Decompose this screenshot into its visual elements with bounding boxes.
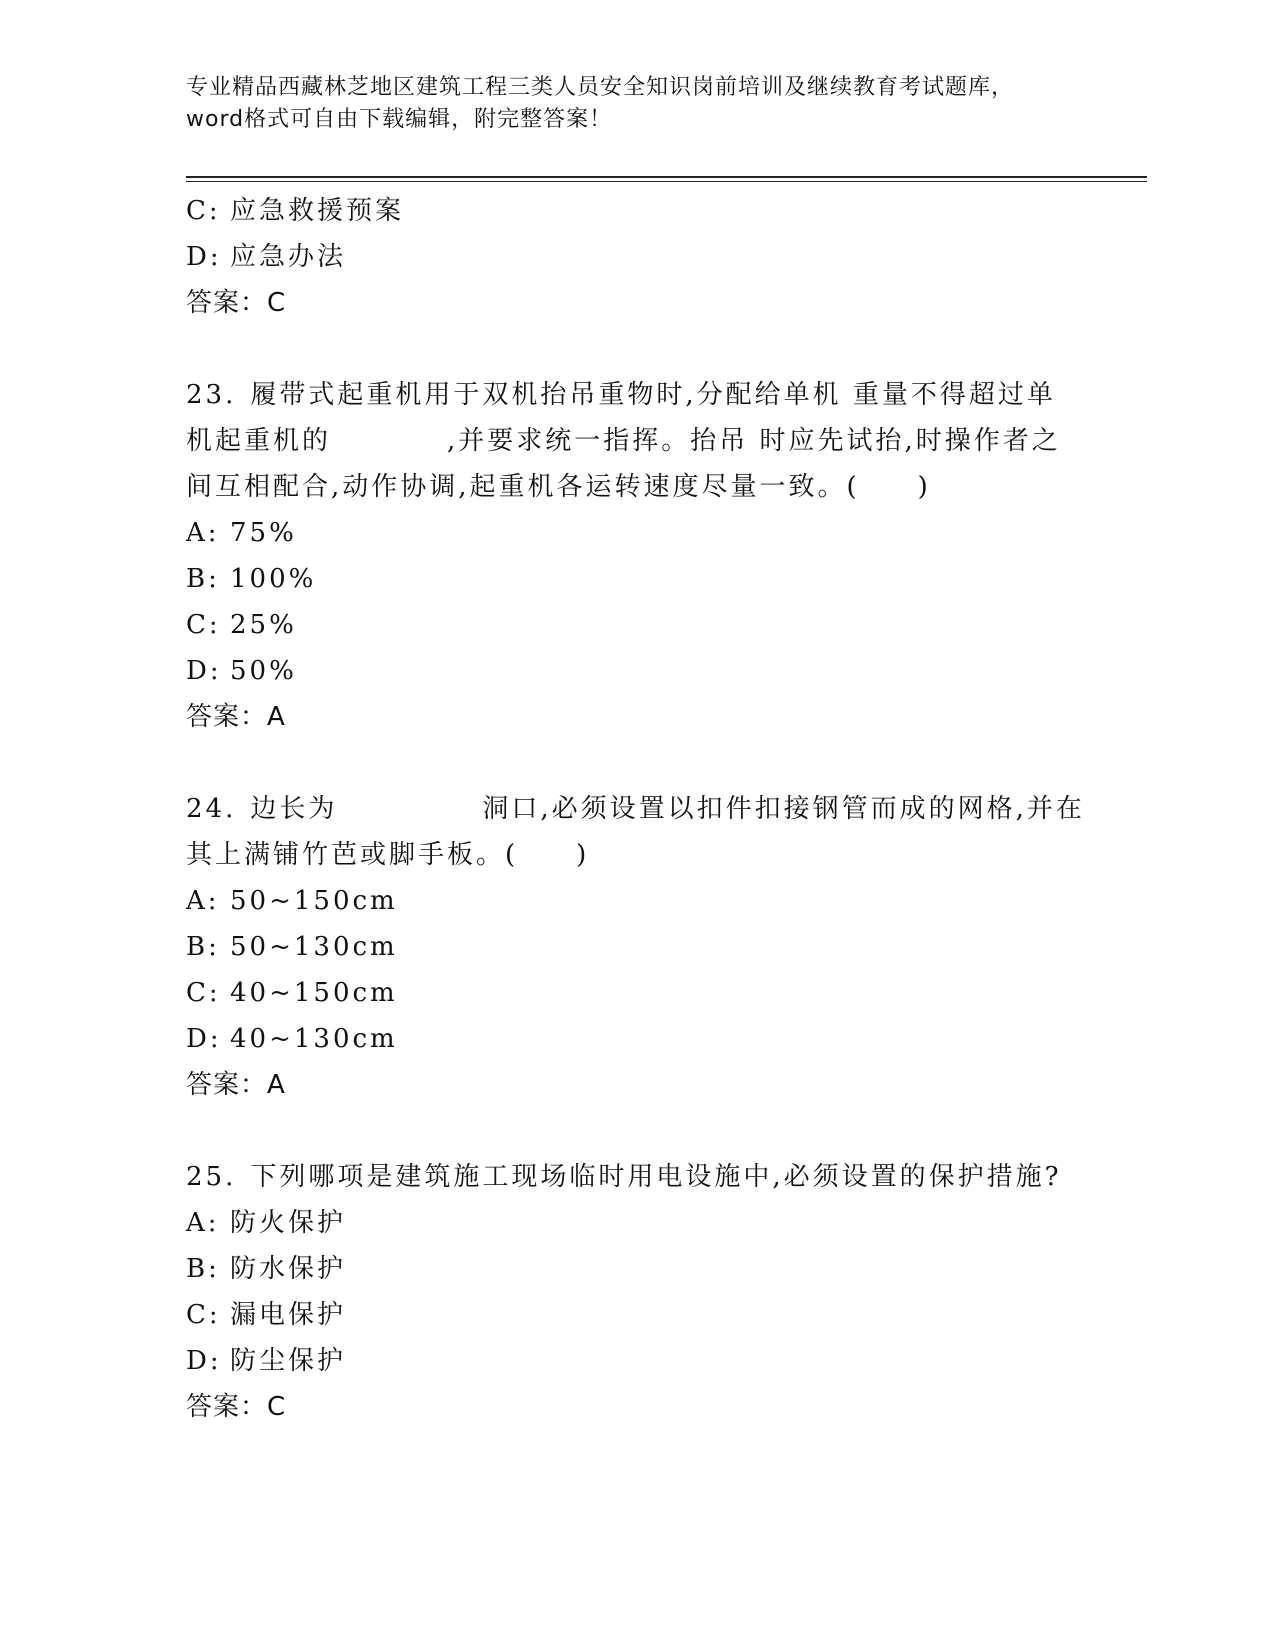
- option-key: C:: [186, 610, 221, 640]
- header-line-2: word格式可自由下载编辑，附完整答案！: [186, 107, 613, 132]
- question-stem-line: 机起重机的 ,并要求统一指挥。抬吊 时应先试抬,时操作者之: [186, 426, 1061, 456]
- option-key: B:: [186, 932, 220, 962]
- question-content: [186, 188, 1086, 1430]
- document-header: [186, 72, 1086, 136]
- option-key: C:: [186, 978, 221, 1008]
- header-divider-thin: [186, 181, 1147, 182]
- stem-text: 下列哪项是建筑施工现场临时用电设施中,必须设置的保护措施?: [250, 1162, 1062, 1192]
- option-text: 25%: [230, 610, 297, 640]
- option-key: D:: [186, 1024, 222, 1054]
- option-text: 100%: [230, 564, 317, 594]
- header-line-1: 专业精品西藏林芝地区建筑工程三类人员安全知识岗前培训及继续教育考试题库，: [186, 75, 1015, 100]
- option-text: 防水保护: [230, 1254, 347, 1284]
- option-key: B:: [186, 1254, 220, 1284]
- option-c: [186, 1292, 1086, 1338]
- question-stem-line: [186, 786, 1086, 832]
- option-key: A:: [186, 1208, 220, 1238]
- answer-line: 答案：A: [186, 702, 286, 732]
- option-text: 50~130cm: [230, 932, 398, 962]
- option-text: 漏电保护: [230, 1300, 347, 1330]
- question-stem-line: 其上满铺竹芭或脚手板。( ): [186, 840, 590, 870]
- option-c: [186, 602, 1086, 648]
- option-key: D:: [186, 1346, 222, 1376]
- question-stem-line: [186, 1154, 1086, 1200]
- question-stem-line: [186, 372, 1086, 418]
- question-stem-line: 间互相配合,动作协调,起重机各运转速度尽量一致。( ): [186, 472, 931, 502]
- header-divider-thick: [186, 176, 1147, 178]
- option-key: C:: [186, 196, 221, 226]
- question-25: [186, 1154, 1086, 1430]
- answer-line: 答案：C: [186, 288, 287, 318]
- answer-line: 答案：C: [186, 1392, 287, 1422]
- answer-line: 答案：A: [186, 1070, 286, 1100]
- spacer: [186, 740, 1086, 786]
- stem-text: 边长为 洞口,必须设置以扣件扣接钢管而成的网格,并在: [250, 794, 1085, 824]
- stem-text: 履带式起重机用于双机抬吊重物时,分配给单机 重量不得超过单: [250, 380, 1056, 410]
- option-d: [186, 1016, 1086, 1062]
- option-key: A:: [186, 886, 220, 916]
- option-text: 40~130cm: [230, 1024, 398, 1054]
- option-a: [186, 878, 1086, 924]
- spacer: [186, 326, 1086, 372]
- option-d: [186, 648, 1086, 694]
- option-c: [186, 188, 1086, 234]
- option-key: D:: [186, 242, 222, 272]
- option-c: [186, 970, 1086, 1016]
- spacer: [186, 1108, 1086, 1154]
- question-number: 24.: [186, 794, 237, 824]
- option-key: A:: [186, 518, 220, 548]
- question-24: [186, 786, 1086, 1108]
- option-b: [186, 556, 1086, 602]
- option-text: 50%: [230, 656, 297, 686]
- option-key: B:: [186, 564, 220, 594]
- option-text: 防火保护: [230, 1208, 347, 1238]
- option-a: [186, 510, 1086, 556]
- question-number: 23.: [186, 380, 237, 410]
- option-text: 应急救援预案: [230, 196, 405, 226]
- option-text: 防尘保护: [230, 1346, 347, 1376]
- option-key: C:: [186, 1300, 221, 1330]
- option-text: 50~150cm: [230, 886, 398, 916]
- option-d: [186, 1338, 1086, 1384]
- option-text: 75%: [230, 518, 297, 548]
- option-b: [186, 924, 1086, 970]
- option-key: D:: [186, 656, 222, 686]
- option-text: 应急办法: [230, 242, 347, 272]
- question-23: [186, 372, 1086, 740]
- question-number: 25.: [186, 1162, 237, 1192]
- option-d: [186, 234, 1086, 280]
- option-a: [186, 1200, 1086, 1246]
- option-b: [186, 1246, 1086, 1292]
- question-22-continued: [186, 188, 1086, 326]
- option-text: 40~150cm: [230, 978, 398, 1008]
